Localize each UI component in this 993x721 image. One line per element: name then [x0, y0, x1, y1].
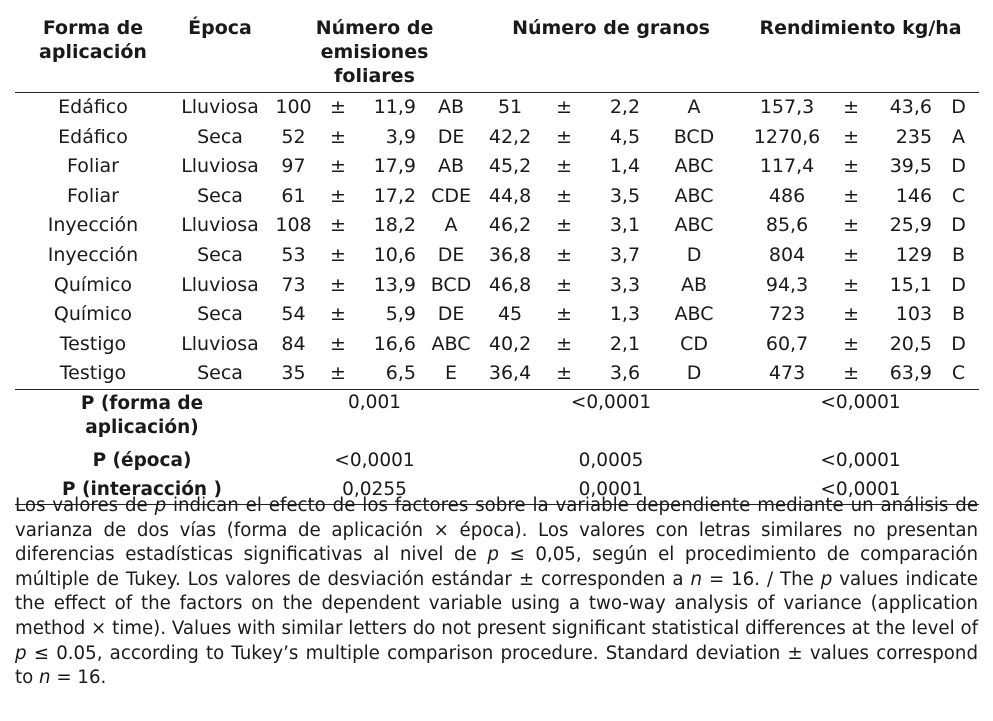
cell-rendimiento-sd: 43,6 [889, 96, 933, 118]
cell-forma: Foliar [67, 184, 119, 207]
p-value-rendimiento: <0,0001 [820, 391, 901, 413]
cell-epoca: Seca [197, 362, 243, 385]
p-value-emisiones: <0,0001 [334, 449, 415, 471]
cell-emisiones-group: DE [437, 243, 465, 266]
cell-rendimiento-mean: 60,7 [765, 332, 809, 355]
cell-epoca: Lluviosa [181, 332, 259, 355]
cell-granos-group: D [686, 243, 702, 266]
header-epoca: Época [188, 17, 252, 39]
cell-rendimiento-sd: 39,5 [889, 155, 933, 178]
cell-granos-sd: 3,6 [609, 362, 641, 385]
cell-rendimiento-group: D [951, 214, 966, 237]
cell-pm: ± [843, 125, 859, 148]
cell-emisiones-group: BCD [430, 273, 472, 296]
cell-pm: ± [330, 155, 346, 178]
cell-granos-group: CD [680, 332, 708, 355]
cell-granos-group: ABC [674, 155, 714, 178]
cell-granos-mean: 36,8 [488, 243, 532, 266]
cell-granos-group: AB [681, 273, 708, 296]
cell-emisiones-mean: 97 [281, 155, 306, 178]
caption-p-symbol: p [820, 568, 833, 590]
cell-emisiones-sd: 17,9 [373, 155, 416, 178]
cell-epoca: Seca [197, 243, 243, 266]
cell-granos-mean: 44,8 [488, 184, 532, 207]
cell-granos-sd: 2,2 [609, 96, 641, 118]
cell-rendimiento-sd: 15,1 [889, 273, 933, 296]
cell-pm: ± [843, 155, 859, 178]
p-value-granos: 0,0001 [578, 478, 644, 500]
caption-n-symbol: n [690, 568, 703, 590]
table-body [15, 93, 979, 390]
cell-rendimiento-group: C [951, 362, 966, 385]
cell-forma: Testigo [59, 362, 127, 385]
cell-granos-mean: 46,8 [488, 273, 532, 296]
cell-granos-sd: 1,3 [609, 303, 641, 326]
cell-rendimiento-group: C [951, 184, 966, 207]
caption-p-symbol: p [15, 642, 27, 664]
cell-pm: ± [330, 184, 346, 207]
cell-emisiones-mean: 100 [275, 96, 312, 118]
cell-forma: Testigo [59, 332, 127, 355]
cell-granos-mean: 45,2 [488, 155, 532, 178]
cell-pm: ± [843, 96, 859, 118]
cell-forma: Inyección [47, 243, 139, 266]
cell-pm: ± [330, 332, 346, 355]
table-row [15, 330, 979, 360]
cell-pm: ± [843, 214, 859, 237]
caption-text: ≤ 0,05, según el procedimiento de comparación múltiple de Tukey. Los valores de desviación estándar ± corresponden a [15, 544, 978, 590]
cell-pm: ± [843, 273, 859, 296]
table-row [15, 93, 979, 123]
cell-emisiones-sd: 3,9 [385, 125, 416, 148]
cell-granos-sd: 4,5 [609, 125, 641, 148]
cell-rendimiento-group: D [951, 96, 966, 118]
header-granos: Número de granos [512, 17, 710, 39]
caption-text: = 16. / The [702, 568, 821, 590]
cell-pm: ± [330, 214, 346, 237]
cell-pm: ± [556, 243, 572, 266]
p-values-section [15, 389, 979, 504]
table-row [15, 271, 979, 301]
cell-epoca: Seca [197, 125, 243, 148]
cell-rendimiento-group: D [951, 155, 966, 178]
cell-granos-mean: 42,2 [488, 125, 532, 148]
cell-forma: Inyección [47, 214, 139, 237]
cell-granos-mean: 36,4 [488, 362, 532, 385]
cell-pm: ± [330, 96, 346, 118]
cell-pm: ± [330, 362, 346, 385]
cell-epoca: Seca [197, 303, 243, 326]
cell-pm: ± [843, 303, 859, 326]
table-row [15, 359, 979, 389]
cell-granos-group: D [686, 362, 702, 385]
cell-rendimiento-mean: 117,4 [759, 155, 815, 178]
cell-rendimiento-group: B [952, 303, 966, 326]
cell-forma: Edáfico [58, 96, 128, 118]
cell-emisiones-mean: 35 [281, 362, 306, 385]
header-rendimiento: Rendimiento kg/ha [759, 17, 962, 39]
cell-emisiones-mean: 108 [275, 214, 312, 237]
cell-emisiones-mean: 84 [281, 332, 306, 355]
cell-rendimiento-mean: 486 [768, 184, 806, 207]
cell-rendimiento-mean: 1270,6 [753, 125, 821, 148]
caption-text: Los valores de [15, 495, 155, 516]
cell-emisiones-sd: 16,6 [373, 332, 416, 355]
cell-forma: Edáfico [58, 125, 128, 148]
cell-granos-mean: 40,2 [488, 332, 532, 355]
cell-pm: ± [843, 243, 859, 266]
cell-pm: ± [843, 332, 859, 355]
cell-epoca: Lluviosa [181, 273, 259, 296]
cell-granos-group: ABC [674, 303, 714, 326]
cell-rendimiento-sd: 63,9 [889, 362, 933, 385]
cell-rendimiento-mean: 723 [768, 303, 806, 326]
cell-rendimiento-sd: 235 [895, 125, 933, 148]
caption-text: indican el efecto de los factores sobre la variable dependiente mediante un análisis de varianza de dos vías (forma de aplicación × época). Los valores con letras similares no presentan diferencias estadísticas significativas al nivel de [15, 495, 979, 566]
table-row [15, 152, 979, 182]
cell-pm: ± [330, 273, 346, 296]
p-value-emisiones: 0,001 [348, 391, 401, 413]
cell-emisiones-group: ABC [431, 332, 471, 355]
cell-pm: ± [556, 125, 572, 148]
cell-emisiones-sd: 11,9 [373, 96, 416, 118]
cell-forma: Foliar [67, 155, 119, 178]
caption-p-symbol: p [154, 495, 167, 516]
cell-pm: ± [330, 243, 346, 266]
p-value-emisiones: 0,0255 [342, 478, 407, 500]
cell-pm: ± [556, 362, 572, 385]
cell-emisiones-mean: 61 [281, 184, 306, 207]
p-value-row [15, 446, 979, 475]
cell-rendimiento-mean: 473 [768, 362, 806, 385]
table-row [15, 123, 979, 153]
p-value-rendimiento: <0,0001 [820, 449, 901, 471]
cell-emisiones-group: A [444, 214, 458, 237]
cell-emisiones-group: CDE [431, 184, 471, 207]
cell-emisiones-sd: 6,5 [385, 362, 416, 385]
p-value-label: P (forma de aplicación) [80, 392, 204, 438]
caption-p-symbol: p [487, 544, 499, 566]
cell-rendimiento-mean: 157,3 [759, 96, 815, 118]
cell-emisiones-sd: 17,2 [373, 184, 416, 207]
cell-granos-group: ABC [674, 214, 714, 237]
cell-granos-sd: 3,7 [609, 243, 641, 266]
cell-emisiones-group: AB [437, 96, 465, 118]
cell-pm: ± [843, 184, 859, 207]
header-emisiones: Número de emisiones foliares [315, 17, 434, 87]
p-value-row [15, 389, 979, 446]
cell-granos-sd: 3,5 [609, 184, 641, 207]
cell-rendimiento-sd: 146 [895, 184, 933, 207]
caption-n-symbol: n [39, 667, 51, 689]
header-forma: Forma de aplicación [39, 17, 147, 63]
table-row [15, 211, 979, 241]
cell-emisiones-mean: 54 [281, 303, 306, 326]
cell-pm: ± [556, 273, 572, 296]
cell-epoca: Lluviosa [181, 96, 259, 118]
cell-pm: ± [556, 214, 572, 237]
cell-granos-mean: 46,2 [488, 214, 532, 237]
cell-granos-group: ABC [674, 184, 714, 207]
cell-rendimiento-group: D [951, 332, 966, 355]
cell-granos-sd: 1,4 [609, 155, 641, 178]
cell-rendimiento-sd: 20,5 [889, 332, 933, 355]
cell-emisiones-sd: 18,2 [373, 214, 416, 237]
cell-emisiones-mean: 53 [281, 243, 306, 266]
cell-pm: ± [556, 303, 572, 326]
results-table [15, 12, 979, 505]
table-caption [15, 494, 978, 691]
p-value-rendimiento: <0,0001 [820, 478, 901, 500]
cell-emisiones-mean: 52 [281, 125, 306, 148]
cell-rendimiento-sd: 25,9 [889, 214, 933, 237]
cell-rendimiento-sd: 129 [895, 243, 933, 266]
p-value-granos: <0,0001 [570, 391, 652, 413]
results-table-document [15, 12, 978, 505]
cell-pm: ± [556, 184, 572, 207]
cell-forma: Químico [53, 303, 133, 326]
cell-rendimiento-mean: 94,3 [765, 273, 809, 296]
cell-granos-mean: 51 [497, 96, 523, 118]
cell-rendimiento-group: B [952, 243, 966, 266]
cell-rendimiento-sd: 103 [895, 303, 933, 326]
cell-emisiones-group: DE [437, 125, 465, 148]
cell-emisiones-sd: 10,6 [373, 243, 416, 266]
caption-text: values indicate the effect of the factors on the dependent variable using a two-way analysis of variance (application method × time). Values with similar letters do not present significant statistical differences at the level of [15, 568, 978, 639]
cell-emisiones-group: AB [437, 155, 465, 178]
cell-granos-mean: 45 [497, 303, 523, 326]
table-header [15, 12, 979, 93]
cell-emisiones-sd: 5,9 [385, 303, 416, 326]
cell-emisiones-group: E [445, 362, 458, 385]
cell-granos-sd: 3,3 [609, 273, 641, 296]
cell-rendimiento-group: A [952, 125, 966, 148]
cell-emisiones-group: DE [437, 303, 465, 326]
cell-pm: ± [843, 362, 859, 385]
cell-granos-sd: 2,1 [609, 332, 641, 355]
p-value-label: P (época) [92, 449, 192, 471]
table-row [15, 241, 979, 271]
caption-text: = 16. [50, 667, 107, 689]
cell-epoca: Lluviosa [181, 155, 259, 178]
cell-pm: ± [556, 96, 572, 118]
table-row [15, 300, 979, 330]
cell-granos-sd: 3,1 [609, 214, 641, 237]
cell-epoca: Lluviosa [181, 214, 259, 237]
cell-rendimiento-mean: 85,6 [765, 214, 809, 237]
table-row [15, 182, 979, 212]
cell-granos-group: BCD [673, 125, 715, 148]
cell-epoca: Seca [197, 184, 243, 207]
p-value-granos: 0,0005 [578, 449, 644, 471]
cell-rendimiento-mean: 804 [768, 243, 806, 266]
cell-granos-group: A [687, 96, 701, 118]
cell-emisiones-mean: 73 [281, 273, 306, 296]
cell-pm: ± [330, 303, 346, 326]
p-value-label: P (interacción ) [61, 478, 222, 500]
caption-text: ≤ 0.05, according to Tukey’s multiple comparison procedure. Standard deviation ± values correspond to [15, 642, 978, 689]
cell-pm: ± [330, 125, 346, 148]
cell-forma: Químico [53, 273, 133, 296]
cell-pm: ± [556, 155, 572, 178]
cell-emisiones-sd: 13,9 [373, 273, 416, 296]
cell-pm: ± [556, 332, 572, 355]
cell-rendimiento-group: D [951, 273, 966, 296]
